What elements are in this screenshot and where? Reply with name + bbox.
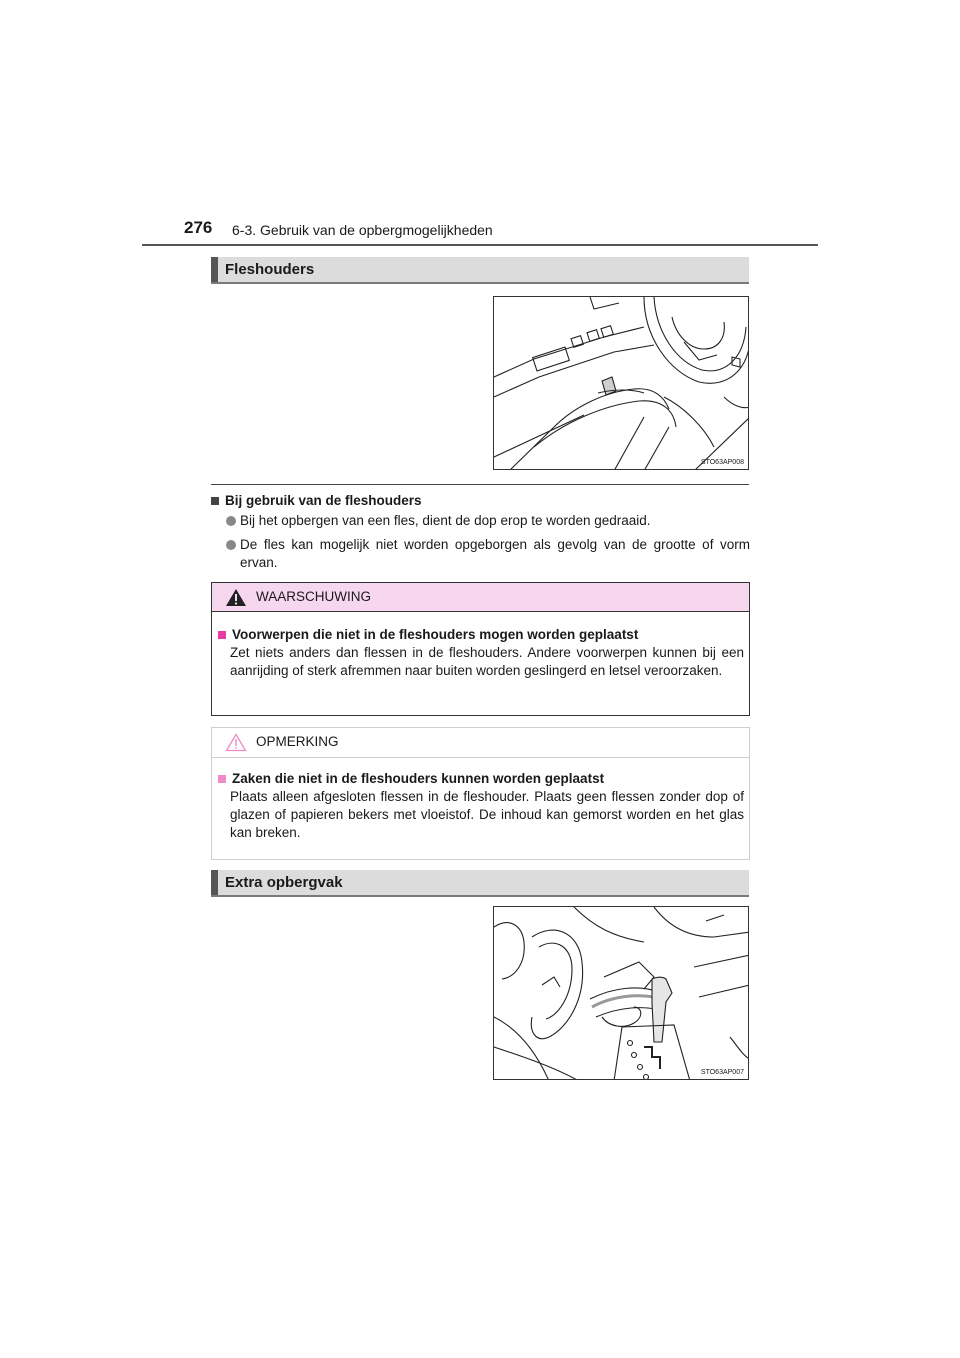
warning-body: Zet niets anders dan flessen in de fleshouders. Andere voorwerpen kunnen bij een aanrijding of sterk afremmen naar buiten worden geslingerd en letsel veroorzaken. — [230, 645, 744, 678]
extra-storage-illustration — [493, 906, 749, 1080]
section-heading-bar — [211, 870, 218, 895]
square-bullet-icon — [218, 631, 226, 639]
section-heading-text: Extra opbergvak — [225, 874, 343, 891]
notice-header — [212, 728, 749, 758]
notice-body: Plaats alleen afgesloten flessen in de fleshouder. Plaats geen flessen zonder dop of glazen of papieren bekers met vloeistof. De inhoud kan gemorst worden en het glas kan breken. — [230, 789, 744, 840]
usage-bullet: De fles kan mogelijk niet worden opgeborgen als gevolg van de grootte of vorm ervan. — [226, 536, 750, 572]
section-heading-fleshouders — [211, 257, 749, 284]
circle-bullet-icon — [226, 540, 236, 550]
notice-title: Zaken die niet in de fleshouders kunnen worden geplaatst — [218, 770, 744, 788]
circle-bullet-icon — [226, 516, 236, 526]
section-heading-text: Fleshouders — [225, 261, 315, 278]
notice-box — [211, 727, 750, 860]
bottle-holder-illustration — [493, 296, 749, 470]
header-divider — [142, 244, 818, 246]
section-heading-bar — [211, 257, 218, 282]
usage-bullet: Bij het opbergen van een fles, dient de dop erop te worden gedraaid. — [226, 512, 750, 530]
page-number: 276 — [184, 218, 213, 237]
square-bullet-icon — [218, 775, 226, 783]
caution-triangle-icon — [225, 733, 247, 752]
notice-label: OPMERKING — [256, 734, 339, 749]
figure-code: STO63AP007 — [700, 1069, 744, 1076]
notice-content — [218, 770, 744, 842]
extra-storage-drawing — [494, 907, 749, 1080]
usage-subtitle: Bij gebruik van de fleshouders — [211, 492, 422, 510]
square-bullet-icon — [211, 497, 219, 505]
bottle-holder-drawing — [494, 297, 749, 470]
warning-label: WAARSCHUWING — [256, 589, 371, 604]
figure-code: STO63AP008 — [700, 459, 744, 466]
warning-box — [211, 582, 750, 716]
warning-triangle-icon — [225, 588, 247, 607]
chapter-title: 6-3. Gebruik van de opbergmogelijkheden — [232, 222, 493, 238]
content-divider — [211, 484, 749, 485]
warning-title: Voorwerpen die niet in de fleshouders mogen worden geplaatst — [218, 626, 744, 644]
warning-header — [212, 583, 749, 612]
warning-content — [218, 626, 744, 680]
section-heading-extra-opbergvak — [211, 870, 749, 897]
